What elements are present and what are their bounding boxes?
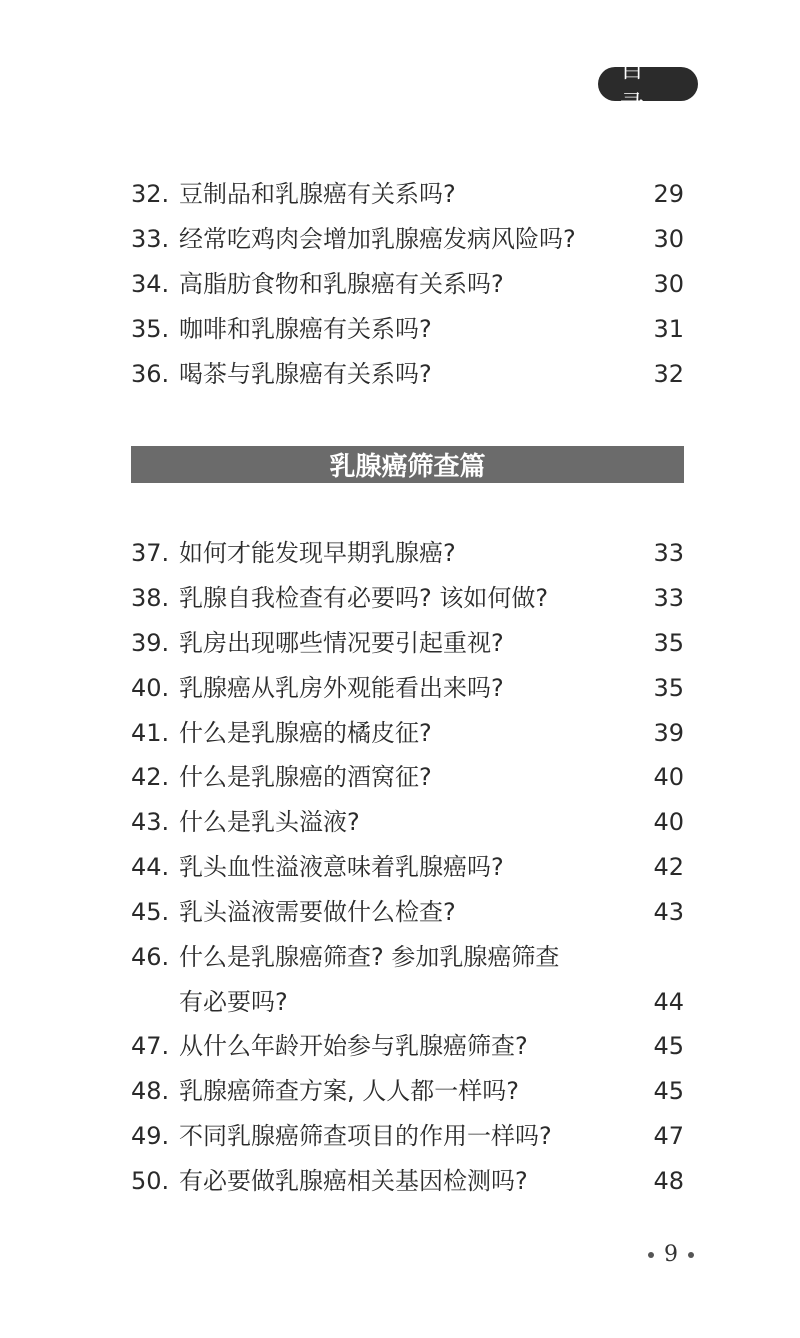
entry-title: 喝茶与乳腺癌有关系吗?: [179, 359, 432, 388]
entry-title: 豆制品和乳腺癌有关系吗?: [179, 179, 456, 208]
toc-entry[interactable]: [131, 844, 684, 889]
entry-title: 乳腺癌筛查方案, 人人都一样吗?: [179, 1076, 519, 1105]
entry-title: 有必要吗?: [179, 987, 288, 1016]
entry-page: 45: [653, 1031, 684, 1060]
entry-title: 从什么年龄开始参与乳腺癌筛查?: [179, 1031, 528, 1060]
entry-number: 37.: [131, 538, 170, 567]
entry-page: 30: [653, 224, 684, 253]
entry-number: 39.: [131, 628, 170, 657]
entry-title: 乳房出现哪些情况要引起重视?: [179, 628, 504, 657]
toc-entry-continuation[interactable]: [131, 979, 684, 1024]
folio-dot-left: [648, 1252, 654, 1258]
toc-entry[interactable]: [131, 575, 684, 620]
entry-number: 42.: [131, 762, 170, 791]
entry-number: 50.: [131, 1166, 170, 1195]
entry-title: 高脂肪食物和乳腺癌有关系吗?: [179, 269, 504, 298]
toc-entry[interactable]: [131, 306, 684, 351]
toc-entry[interactable]: [131, 530, 684, 575]
section-heading: 乳腺癌筛查篇: [131, 446, 684, 483]
entry-title: 乳头血性溢液意味着乳腺癌吗?: [179, 852, 504, 881]
entry-number: 46.: [131, 942, 170, 971]
toc-entry[interactable]: [131, 1158, 684, 1203]
toc-entry[interactable]: [131, 934, 684, 979]
toc-entry[interactable]: [131, 665, 684, 710]
entry-number: 49.: [131, 1121, 170, 1150]
entry-number: 34.: [131, 269, 170, 298]
toc-entry[interactable]: [131, 1068, 684, 1113]
toc-entry[interactable]: [131, 351, 684, 396]
entry-number: 36.: [131, 359, 170, 388]
entry-number: 32.: [131, 179, 170, 208]
entry-title: 什么是乳腺癌的酒窝征?: [179, 762, 432, 791]
entry-title: 如何才能发现早期乳腺癌?: [179, 538, 456, 567]
entry-title: 乳腺癌从乳房外观能看出来吗?: [179, 673, 504, 702]
toc-entry[interactable]: [131, 754, 684, 799]
page-number: 9: [664, 1242, 678, 1267]
entry-page: 44: [653, 987, 684, 1016]
entry-page: 42: [653, 852, 684, 881]
entry-number: 47.: [131, 1031, 170, 1060]
toc-entry[interactable]: [131, 1023, 684, 1068]
entry-page: 32: [653, 359, 684, 388]
entry-page: 33: [653, 583, 684, 612]
entry-page: 35: [653, 673, 684, 702]
entry-title: 有必要做乳腺癌相关基因检测吗?: [179, 1166, 528, 1195]
entry-title: 经常吃鸡肉会增加乳腺癌发病风险吗?: [179, 224, 576, 253]
entry-title: 不同乳腺癌筛查项目的作用一样吗?: [179, 1121, 552, 1150]
entry-number: 43.: [131, 807, 170, 836]
entry-page: 31: [653, 314, 684, 343]
entry-page: 35: [653, 628, 684, 657]
folio-dot-right: [688, 1252, 694, 1258]
toc-entry[interactable]: [131, 1113, 684, 1158]
entry-number: 33.: [131, 224, 170, 253]
entry-title: 什么是乳腺癌筛查? 参加乳腺癌筛查: [179, 942, 560, 971]
page-folio: [648, 1242, 694, 1267]
entry-title: 乳腺自我检查有必要吗? 该如何做?: [179, 583, 549, 612]
entry-page: 29: [653, 179, 684, 208]
entry-number: 38.: [131, 583, 170, 612]
entry-number: 45.: [131, 897, 170, 926]
toc-entry[interactable]: [131, 171, 684, 216]
entry-page: 48: [653, 1166, 684, 1195]
toc-entry[interactable]: [131, 620, 684, 665]
entry-title: 咖啡和乳腺癌有关系吗?: [179, 314, 432, 343]
entry-title: 什么是乳头溢液?: [179, 807, 360, 836]
entry-title: 乳头溢液需要做什么检查?: [179, 897, 456, 926]
toc-entry[interactable]: [131, 889, 684, 934]
toc-entry[interactable]: [131, 261, 684, 306]
entry-page: 43: [653, 897, 684, 926]
entry-page: 40: [653, 762, 684, 791]
entry-page: 33: [653, 538, 684, 567]
entry-page: 45: [653, 1076, 684, 1105]
entry-number: 41.: [131, 718, 170, 747]
toc-entry[interactable]: [131, 216, 684, 261]
entry-number: 48.: [131, 1076, 170, 1105]
entry-page: 30: [653, 269, 684, 298]
entry-page: 47: [653, 1121, 684, 1150]
entry-page: 39: [653, 718, 684, 747]
toc-entry[interactable]: [131, 710, 684, 755]
entry-page: 40: [653, 807, 684, 836]
toc-badge: 目 录: [598, 67, 698, 101]
entry-title: 什么是乳腺癌的橘皮征?: [179, 718, 432, 747]
entry-number: 40.: [131, 673, 170, 702]
entry-number: 44.: [131, 852, 170, 881]
entry-number: 35.: [131, 314, 170, 343]
toc-entry[interactable]: [131, 799, 684, 844]
